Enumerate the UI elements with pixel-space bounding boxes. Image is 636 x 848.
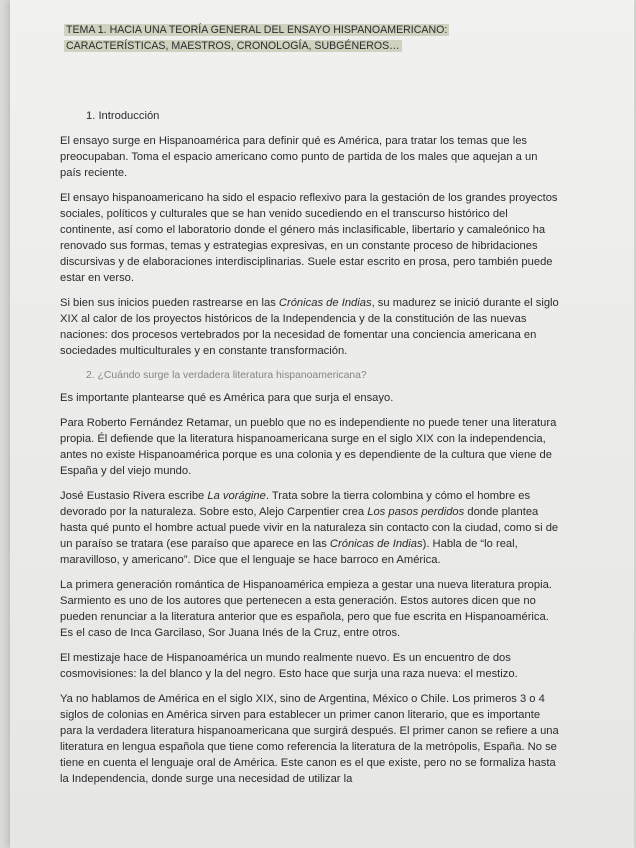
title-line-2: CARACTERÍSTICAS, MAESTROS, CRONOLOGÍA, SUBGÉNEROS… [66, 40, 400, 52]
text-run: ). Habla de “lo real, maravilloso, y americano”. Dice que el lenguaje se hace barroco en América. [60, 538, 518, 566]
document-title [64, 22, 560, 54]
section-heading-introduccion: 1. Introducción [86, 110, 160, 122]
paragraph-4: Es importante plantearse qué es América para que surja el ensayo. [60, 392, 394, 404]
paragraph-7: La primera generación romántica de Hispanoamérica empieza a gestar una nueva literatura propia. Sarmiento es uno de los autores que pertenecen a esta generación. Estos autores dicen que no pueden renunciar a la literatura anterior que es española, pero que fue escrita en Hispanoamérica. Es el caso de Inca Garcilaso, Sor Juana Inés de la Cruz, entre otros. [60, 579, 552, 639]
italic-title: Los pasos perdidos [367, 506, 465, 518]
italic-title: Crónicas de Indias [329, 538, 423, 550]
paragraph-3 [60, 295, 560, 359]
text-run: . Trata sobre la tierra colombina y cómo el hombre es devorado por la naturaleza. Sobre esto, Alejo Carpentier crea [60, 490, 531, 518]
paragraph-5: Para Roberto Fernández Retamar, un pueblo que no es independiente no puede tener una literatura propia. Él defiende que la literatura hispanoamericana surge en el siglo XIX con la independencia, antes no existe Hispanoamérica porque es una colonia y es dependiente de la cultura que viene de España y del viejo mundo. [60, 417, 557, 477]
text-run: José Eustasio Rivera escribe [60, 490, 208, 502]
italic-title: Crónicas de Indias [278, 297, 372, 309]
paragraph-6 [60, 488, 560, 568]
italic-title: La vorágine [207, 490, 266, 502]
paragraph-8: El mestizaje hace de Hispanoamérica un mundo realmente nuevo. Es un encuentro de dos cosmovisiones: la del blanco y la del negro. Esto hace que surja una raza nueva: el mestizo. [60, 652, 518, 680]
section-heading-cuando-surge: 2. ¿Cuándo surge la verdadera literatura hispanoamericana? [86, 370, 367, 381]
text-run: donde plantea hasta qué punto el hombre actual puede vivir en la naturaleza sin contacto con la ciudad, como si de un paraíso se tratara (ese paraíso que aparece en las [60, 506, 559, 550]
document-page [10, 0, 634, 848]
paragraph-1: El ensayo surge en Hispanoamérica para definir qué es América, para tratar los temas que les preocupaban. Toma el espacio americano como punto de partida de los males que aquejan a un país reciente. [60, 135, 538, 179]
document-content [60, 22, 560, 796]
text-run: Si bien sus inicios pueden rastrearse en las [60, 297, 279, 309]
title-line-1: TEMA 1. HACIA UNA TEORÍA GENERAL DEL ENSAYO HISPANOAMERICANO: [66, 24, 448, 36]
paragraph-9: Ya no hablamos de América en el siglo XIX, sino de Argentina, México o Chile. Los primeros 3 o 4 siglos de colonias en América sirven para establecer un primer canon literario, que es importante para la verdadera literatura hispanoamericana que surgirá después. El primer canon se refiere a una literatura en lengua española que tiene como referencia la literatura de la metrópolis, España. No se tiene en cuenta el lenguaje oral de América. Este canon es el que existe, pero no se formaliza hasta la Independencia, donde surge una necesidad de utilizar la [60, 693, 559, 785]
text-run: , su madurez se inició durante el siglo XIX al calor de los proyectos históricos de la Independencia y de la constitución de las nuevas naciones: dos procesos vertebrados por la necesidad de fomentar una conciencia americana en sociedades multiculturales y en constante transformación. [60, 297, 559, 357]
paragraph-2: El ensayo hispanoamericano ha sido el espacio reflexivo para la gestación de los grandes proyectos sociales, políticos y culturales que se han venido sucediendo en el transcurso histórico del continente, así como el laboratorio donde el género más inclasificable, libertario y camaleónico ha renovado sus formas, temas y estrategias expresivas, en un constante proceso de hibridaciones discursivas y de elaboraciones interdisciplinarias. Suele estar escrito en prosa, pero también puede estar en verso. [60, 192, 558, 284]
